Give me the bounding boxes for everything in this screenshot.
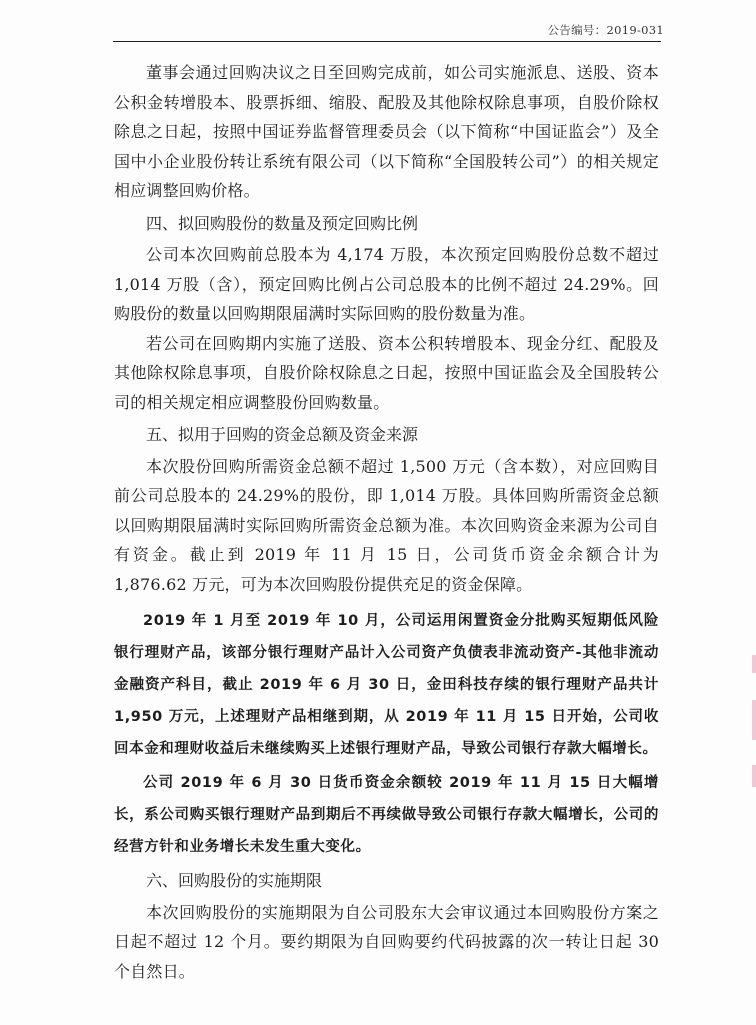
scan-edge-mark xyxy=(752,765,756,787)
paragraph-quantity-adjustment: 若公司在回购期内实施了送股、资本公积转增股本、现金分红、配股及其他除权除息事项，自股价除权除息之日起，按照中国证监会及全国股转公司的相关规定相应调整股份回购数量。 xyxy=(114,333,659,412)
paragraph-wealth-products: 2019 年 1 月至 2019 年 10 月，公司运用闲置资金分批购买短期低风险银行理财产品，该部分银行理财产品计入公司资产负债表非流动资产-其他非流动金融资产科目，截止 2019 年 6 月 30 日，金田科技存续的银行理财产品共计 1,950 万元，上述理财产品相继到期，从 2019 年 11 月 15 日开始，公司收回本金和理财收益后未继续购买上述银行理财产品，导致公司银行存款大幅增长。 xyxy=(114,613,659,757)
paragraph-funds-source: 本次股份回购所需资金总额不超过 1,500 万元（含本数），对应回购目前公司总股本的 24.29%的股份，即 1,014 万股。具体回购所需资金总额以回购期限届满时实际回购所需资金总额为准。本次回购资金来源为公司自有资金。截止到 2019 年 11 月 15 日，公司货币资金余额合计为 1,876.62 万元，可为本次回购股份提供充足的资金保障。 xyxy=(114,456,659,594)
paragraph-implementation-period: 本次回购股份的实施期限为自公司股东大会审议通过本回购股份方案之日起不超过 12 个月。要约期限为自回购要约代码披露的次一转让日起 30 个自然日。 xyxy=(114,902,659,981)
paragraph-repurchase-quantity: 公司本次回购前总股本为 4,174 万股，本次预定回购股份总数不超过 1,014 万股（含），预定回购比例占公司总股本的比例不超过 24.29%。回购股份的数量以回购期限届满时实际回购的股份数量为准。 xyxy=(114,245,659,323)
paragraph-price-adjustment: 董事会通过回购决议之日至回购完成前，如公司实施派息、送股、资本公积金转增股本、股票拆细、缩股、配股及其他除权除息事项，自股价除权除息之日起，按照中国证券监督管理委员会（以下简称“中国证监会”）及全国中小企业股份转让系统有限公司（以下简称“全国股转公司”）的相关规定相应调整回购价格。 xyxy=(114,63,659,200)
scan-edge-mark xyxy=(752,655,756,673)
scan-edge-mark xyxy=(752,700,756,740)
announcement-number: 公告编号：2019-031 xyxy=(547,23,664,37)
paragraph-cash-growth: 公司 2019 年 6 月 30 日货币资金余额较 2019 年 11 月 15 日大幅增长，系公司购买银行理财产品到期后不再续做导致公司银行存款大幅增长，公司的经营方针和业务增长未发生重大变化。 xyxy=(114,775,659,855)
section-heading-6: 六、回购股份的实施期限 xyxy=(146,871,323,890)
section-heading-5: 五、拟用于回购的资金总额及资金来源 xyxy=(146,425,419,444)
header-divider xyxy=(113,41,661,42)
section-heading-4: 四、拟回购股份的数量及预定回购比例 xyxy=(146,213,419,233)
document-body xyxy=(114,58,659,986)
